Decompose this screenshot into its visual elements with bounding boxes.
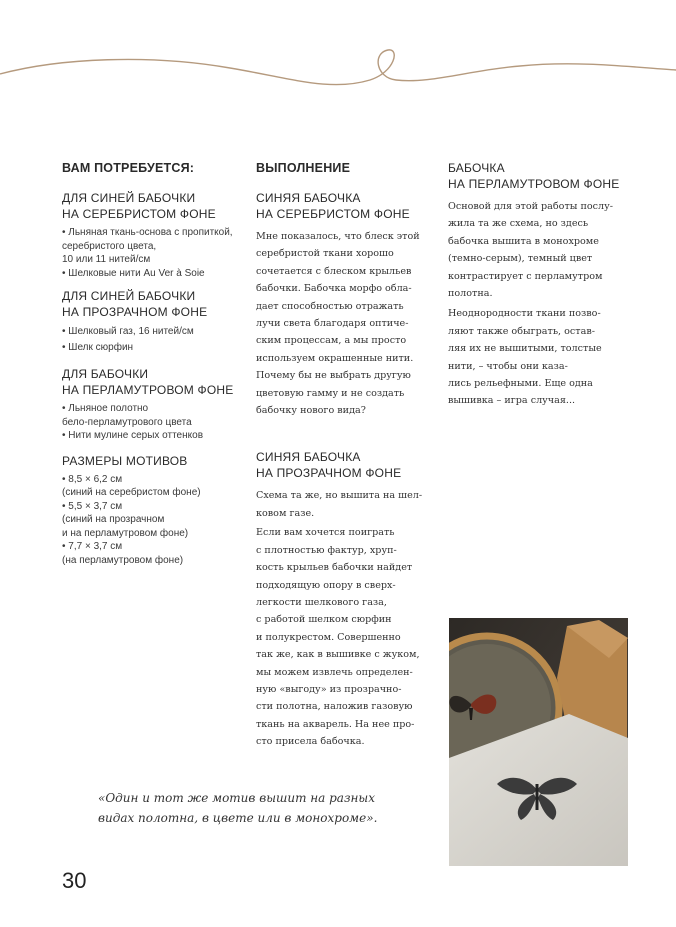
list-item: бело-перламутрового цвета bbox=[62, 416, 192, 428]
list-item: • Нити мулине серых оттенков bbox=[62, 430, 204, 441]
body-line: нити, – чтобы они каза- bbox=[448, 360, 568, 372]
page-number: 30 bbox=[62, 868, 87, 893]
body-line: серебристой ткани хорошо bbox=[256, 248, 394, 260]
list-item: • 7,7 × 3,7 см bbox=[62, 541, 123, 552]
body-line: сти полотна, наложив газовую bbox=[256, 701, 413, 713]
body-line: Схема та же, но вышита на шел- bbox=[256, 490, 423, 502]
body-line: цветовую гамму и не создать bbox=[256, 387, 405, 399]
section-heading: ДЛЯ БАБОЧКИ bbox=[62, 367, 149, 381]
section-heading: НА ПРОЗРАЧНОМ ФОНЕ bbox=[62, 305, 208, 319]
decorative-swirl-line bbox=[0, 40, 676, 120]
body-line: с плотностью фактур, хруп- bbox=[256, 544, 397, 556]
body-line: лись рельефными. Еще одна bbox=[448, 378, 593, 390]
instructions-title: ВЫПОЛНЕНИЕ bbox=[256, 161, 351, 175]
photo-illustration bbox=[449, 618, 628, 866]
body-line: вышивка – игра случая... bbox=[448, 395, 576, 407]
body-line: Основой для этой работы послу- bbox=[448, 201, 613, 212]
section-heading: НА ПЕРЛАМУТРОВОМ ФОНЕ bbox=[448, 177, 620, 191]
body-line: Неоднородности ткани позво- bbox=[448, 308, 601, 320]
body-line: сочетается с блеском крыльев bbox=[256, 265, 412, 277]
body-line: контрастирует с перламутром bbox=[448, 270, 603, 282]
body-line: бабочки. Бабочка морфо обла- bbox=[256, 283, 412, 295]
body-line: Мне показалось, что блеск этой bbox=[256, 231, 420, 242]
materials-column bbox=[62, 160, 252, 567]
list-item: и на перламутровом фоне) bbox=[62, 527, 189, 539]
body-line: и полукрестом. Совершенно bbox=[256, 631, 401, 643]
materials-section-1 bbox=[62, 190, 252, 280]
list-item: • Шелковые нити Au Ver à Soie bbox=[62, 267, 205, 279]
body-line: так же, как в вышивке с жуком, bbox=[256, 649, 420, 661]
body-line: используем окрашенные нити. bbox=[256, 352, 414, 364]
body-line: лучи света благодаря оптиче- bbox=[256, 318, 409, 330]
quote-line: видах полотна, в цвете или в монохроме». bbox=[98, 811, 378, 825]
list-item: • Шелк сюрфин bbox=[62, 342, 134, 353]
body-line: полотна. bbox=[448, 288, 493, 300]
pull-quote bbox=[98, 788, 398, 828]
list-item: • Льняная ткань-основа с пропиткой, bbox=[62, 227, 233, 238]
body-line: Почему бы не выбрать другую bbox=[256, 370, 411, 382]
body-line: кость крыльев бабочки найдет bbox=[256, 562, 413, 574]
body-line: ляя их не вышитыми, толстые bbox=[448, 343, 602, 355]
list-item: 10 или 11 нитей/см bbox=[62, 254, 151, 265]
body-line: мы можем извлечь определен- bbox=[256, 666, 413, 678]
body-line: Если вам хочется поиграть bbox=[256, 527, 395, 539]
list-item: серебристого цвета, bbox=[62, 240, 157, 252]
section-heading: РАЗМЕРЫ МОТИВОВ bbox=[62, 453, 188, 468]
list-item: (на перламутровом фоне) bbox=[62, 554, 184, 566]
instruction-block-2 bbox=[256, 449, 436, 750]
body-line: ную «выгоду» из прозрачно- bbox=[256, 683, 402, 695]
section-heading: ДЛЯ СИНЕЙ БАБОЧКИ bbox=[62, 191, 196, 205]
materials-section-3 bbox=[62, 366, 252, 443]
body-line: (темно-серым), темный цвет bbox=[448, 253, 593, 265]
instructions-column bbox=[256, 160, 436, 751]
materials-section-4 bbox=[62, 453, 252, 568]
list-item: (синий на прозрачном bbox=[62, 514, 165, 525]
section-heading: НА ПРОЗРАЧНОМ ФОНЕ bbox=[256, 466, 402, 481]
section-heading: СИНЯЯ БАБОЧКА bbox=[256, 450, 361, 465]
section-heading: НА СЕРЕБРИСТОМ ФОНЕ bbox=[256, 207, 410, 221]
list-item: • 5,5 × 3,7 см bbox=[62, 500, 123, 512]
body-line: легкости шелкового газа, bbox=[256, 596, 387, 608]
section-heading: НА СЕРЕБРИСТОМ ФОНЕ bbox=[62, 207, 216, 221]
body-line: ткань на акварель. На нее про- bbox=[256, 718, 415, 730]
body-line: с работой шелком сюрфин bbox=[256, 614, 392, 626]
body-line: жила та же схема, но здесь bbox=[448, 218, 589, 230]
body-line: бабочка вышита в монохроме bbox=[448, 235, 599, 247]
body-line: ковом газе. bbox=[256, 507, 315, 519]
body-line: ляют также обыграть, остав- bbox=[448, 325, 595, 337]
section-heading: ДЛЯ СИНЕЙ БАБОЧКИ bbox=[62, 289, 196, 303]
section-heading: БАБОЧКА bbox=[448, 161, 505, 175]
list-item: • Льняное полотно bbox=[62, 403, 149, 414]
list-item: (синий на серебристом фоне) bbox=[62, 487, 201, 498]
materials-section-2 bbox=[62, 288, 252, 356]
body-line: подходящую опору в сверх- bbox=[256, 579, 396, 591]
instruction-block-1 bbox=[256, 190, 436, 419]
quote-line: «Один и тот же мотив вышит на разных bbox=[98, 791, 375, 805]
list-item: • Шелковый газ, 16 нитей/см bbox=[62, 326, 194, 337]
body-line: ским процессам, а мы просто bbox=[256, 335, 407, 347]
pearl-butterfly-column bbox=[448, 160, 620, 410]
materials-title: ВАМ ПОТРЕБУЕТСЯ: bbox=[62, 161, 195, 175]
section-heading: НА ПЕРЛАМУТРОВОМ ФОНЕ bbox=[62, 383, 234, 397]
body-line: бабочку нового вида? bbox=[256, 405, 366, 417]
section-heading: СИНЯЯ БАБОЧКА bbox=[256, 191, 361, 205]
body-line: сто присела бабочка. bbox=[256, 736, 365, 748]
list-item: • 8,5 × 6,2 см bbox=[62, 473, 123, 485]
embroidery-photo bbox=[449, 618, 628, 866]
body-line: дает способностью отражать bbox=[256, 300, 404, 312]
